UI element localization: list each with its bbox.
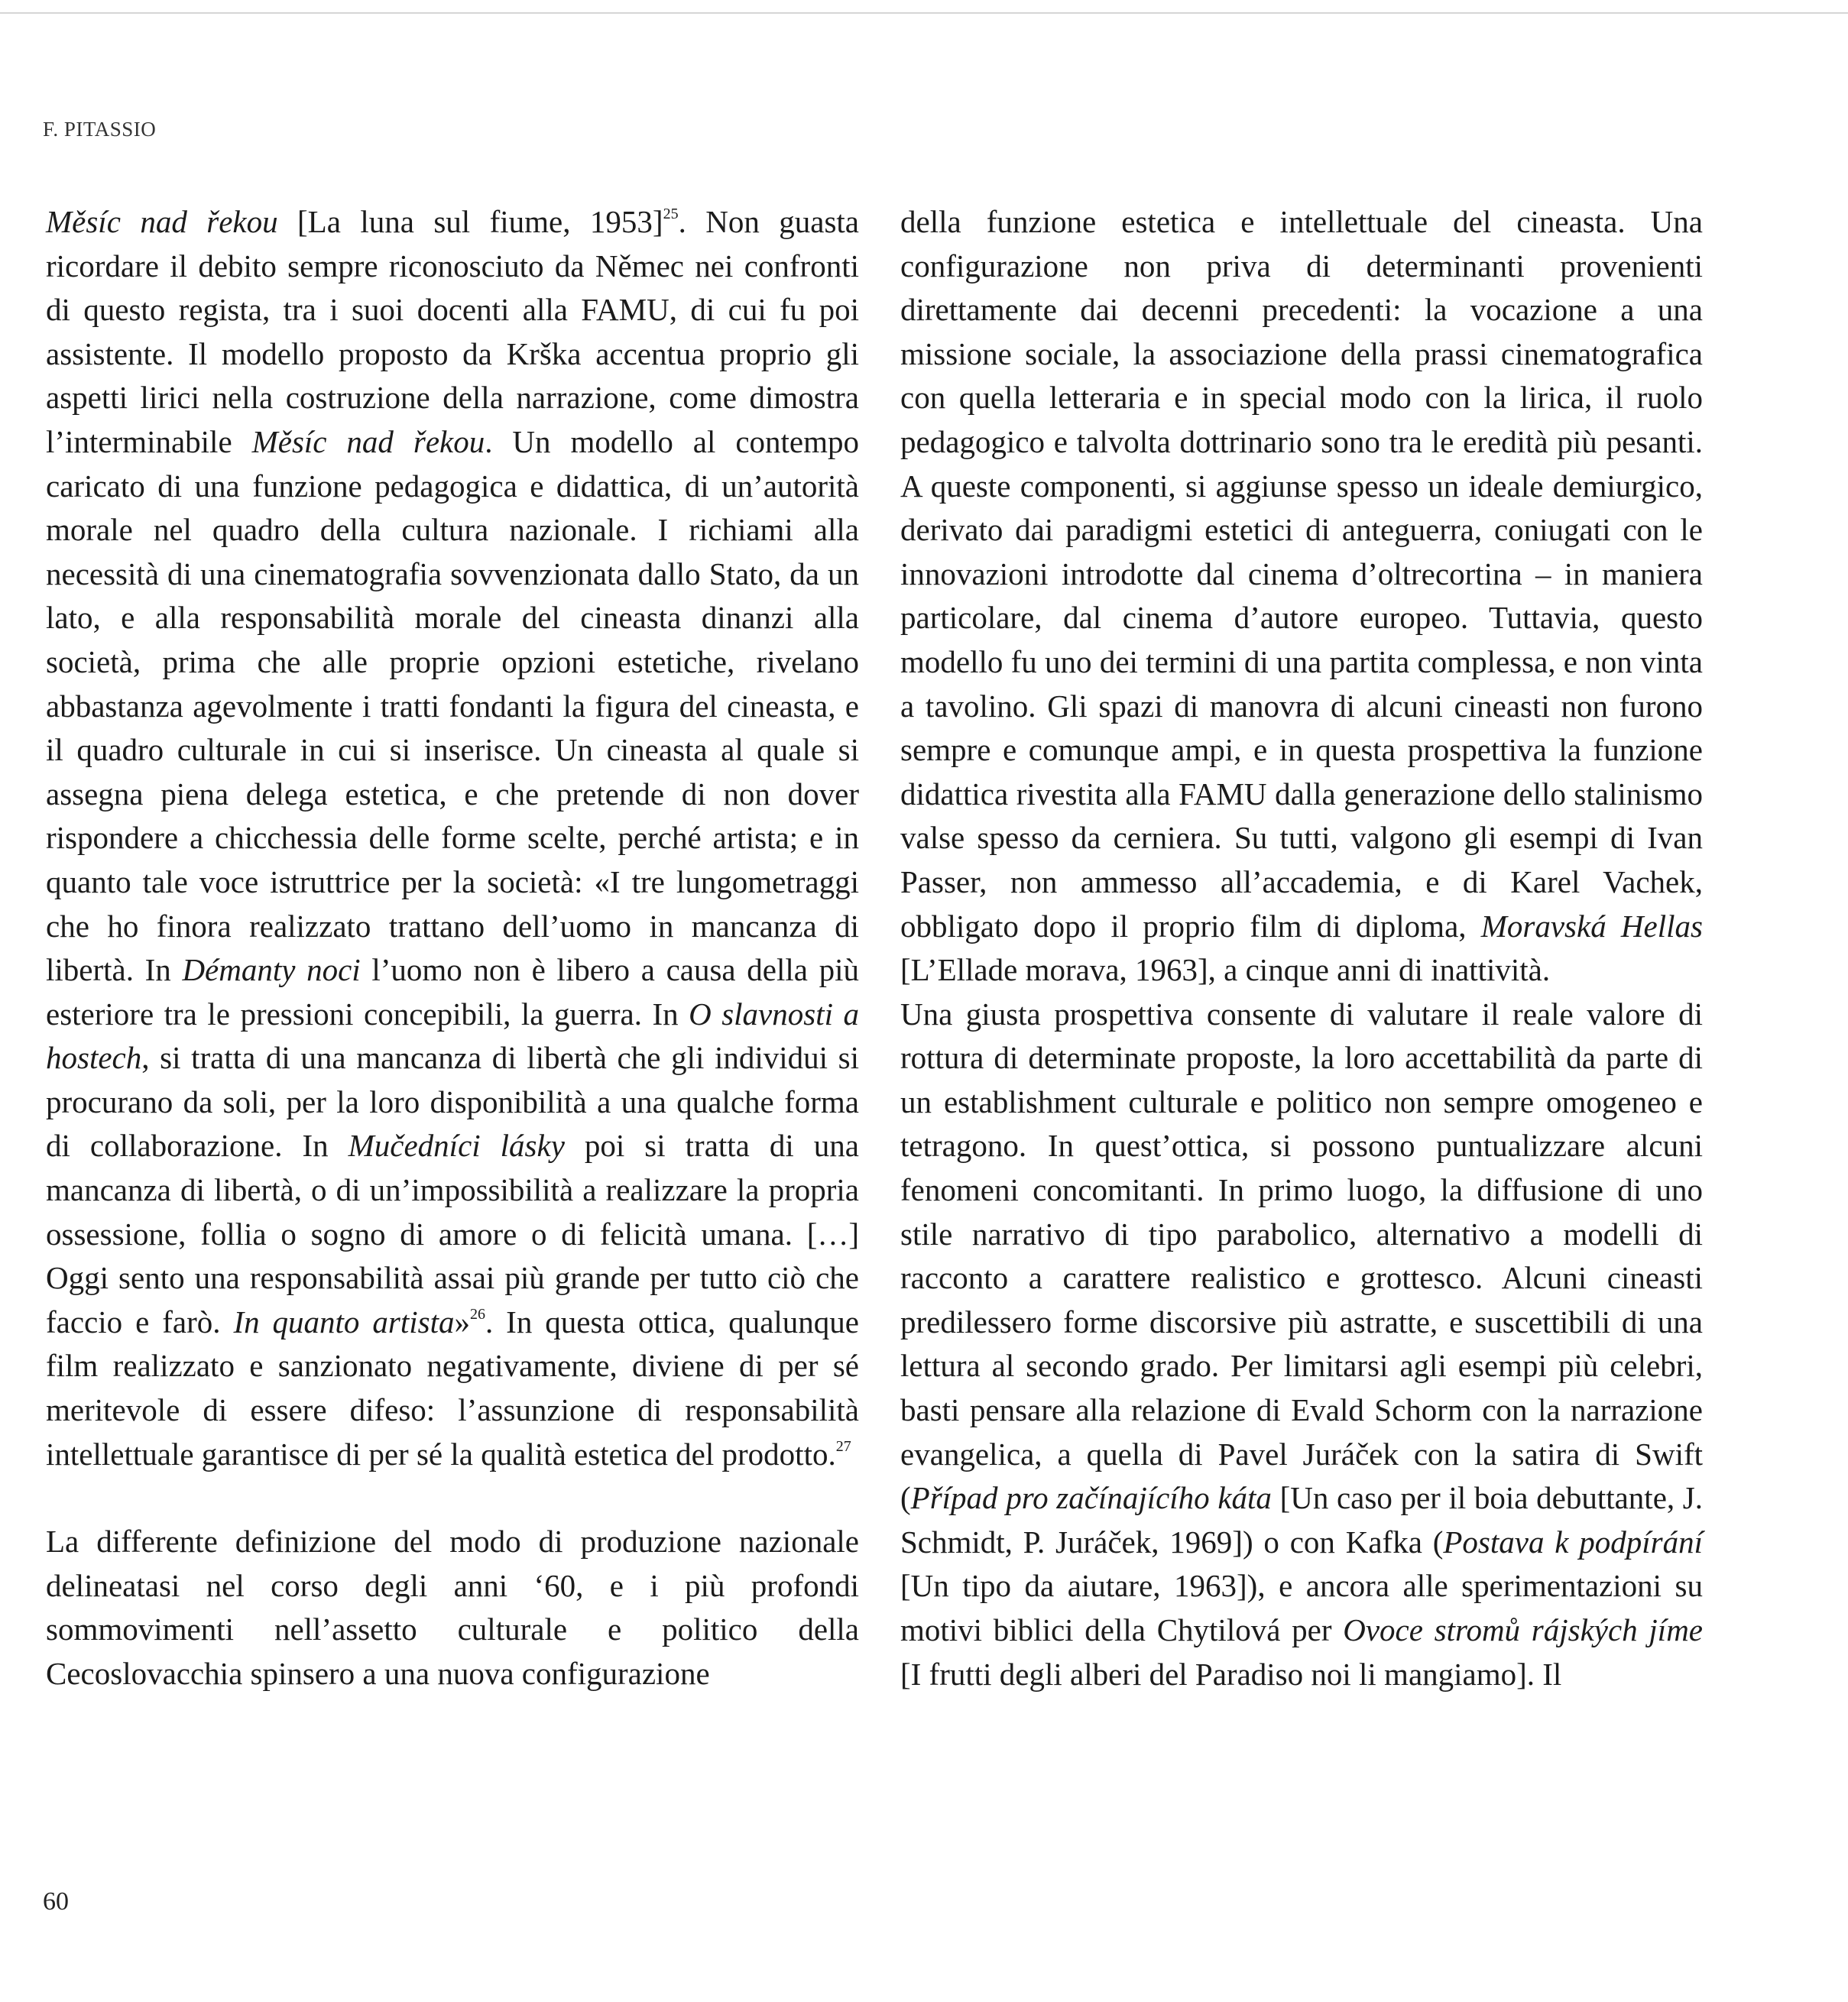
text-run: [La luna sul fiume, 1953] (277, 204, 663, 239)
italic-title: Démanty noci (182, 952, 361, 988)
text-run: Una giusta prospettiva consente di valutare il reale valore di rottura di determinate proposte, la loro accettabilità da parte di un establishment culturale e politico non sempre omogeneo e tetragono. In quest’ottica, si possono puntualizzare alcuni fenomeni concomitanti. In primo luogo, la diffusione di uno stile narrativo di tipo parabolico, alternativo a modelli di racconto a carattere realistico e grottesco. Alcuni cineasti predilessero forme discorsive più astratte, e suscettibili di una lettura al secondo grado. Per limitarsi agli esempi più celebri, basti pensare alla relazione di Evald Schorm con la narrazione evangelica, a quella di Pavel Juráček con la satira di Swift ( (900, 996, 1703, 1516)
italic-title: In quanto artista (233, 1304, 455, 1340)
text-run: . Un modello al contempo caricato di una funzione pedagogica e didattica, di un’autorità morale nel quadro della cultura nazionale. I richiami alla necessità di una cinematografia sovvenzionata dallo Stato, da un lato, e alla responsabilità morale del cineasta dinanzi alla società, prima che alle proprie opzioni estetiche, rivelano abbastanza agevolmente i tratti fondanti la figura del cineasta, e il quadro culturale in cui si inserisce. Un cineasta al quale si assegna piena delega estetica, e che pretende di non dover rispondere a chicchessia delle forme scelte, perché artista; e in quanto tale voce istruttrice per la società: «I tre lungometraggi che ho finora realizzato trattano dell’uomo in mancanza di libertà. In (46, 423, 860, 988)
text-run: , si tratta di una mancanza di libertà che gli individui si procurano da soli, per la loro disponibilità a una qualche forma di collaborazione. In (46, 1040, 859, 1164)
left-paragraph-2 (46, 1520, 859, 1696)
italic-title: Ovoce stromů rájských jíme (1343, 1612, 1704, 1647)
footnote-ref: 27 (835, 1437, 851, 1455)
italic-title: Případ pro začínajícího káta (910, 1480, 1272, 1516)
text-run: . Non guasta ricordare il debito sempre riconosciuto da Němec nei confronti di questo regista, tra i suoi docenti alla FAMU, di cui fu poi assistente. Il modello proposto da Krška accentua proprio gli aspetti lirici nella costruzione della narrazione, come dimostra l’interminabile (46, 204, 860, 459)
text-run: [Un tipo da aiutare, 1963]), e ancora alle sperimentazioni su motivi biblici della Chytilová per (900, 1568, 1703, 1647)
page-number: 60 (43, 1887, 69, 1916)
running-head: F. PITASSIO (43, 118, 157, 141)
italic-title: Postava k podpírání (1443, 1524, 1703, 1560)
left-paragraph-1 (46, 200, 859, 1476)
italic-title: O slavnosti a hostech (46, 996, 859, 1076)
paragraph-gap (46, 1476, 859, 1520)
left-column (46, 200, 859, 1696)
italic-title: Měsíc nad řekou (251, 423, 485, 459)
text-run: » (454, 1304, 470, 1340)
top-rule (0, 12, 1848, 14)
text-run: poi si tratta di una mancanza di libertà, o di un’impossibilità a realizzare la propria ossessione, follia o sogno di amore o di felicità umana. […] Oggi sento una responsabilità assai più grande per tutto ciò che faccio e farò. (46, 1128, 859, 1340)
text-run: La differente definizione del modo di produzione nazionale delineatasi nel corso degli anni ‘60, e i più profondi sommovimenti nell’assetto culturale e politico della Cecoslovacchia spinsero a una nuova configurazione (46, 1524, 859, 1691)
text-run: . In questa ottica, qualunque film realizzato e sanzionato negativamente, diviene di per sé meritevole di essere difeso: l’assunzione di responsabilità intellettuale garantisce di per sé la qualità estetica del prodotto. (46, 1304, 859, 1472)
footnote-ref: 25 (663, 206, 679, 222)
text-run: l’uomo non è libero a causa della più esteriore tra le pressioni concepibili, la guerra. In (46, 952, 859, 1032)
italic-title: Mučedníci lásky (348, 1128, 565, 1164)
right-paragraph-1 (900, 200, 1703, 993)
text-run: [I frutti degli alberi del Paradiso noi li mangiamo]. Il (900, 1656, 1562, 1692)
footnote-ref: 26 (469, 1305, 485, 1323)
text-run: della funzione estetica e intellettuale del cineasta. Una configurazione non priva di determinanti provenienti direttamente dai decenni precedenti: la vocazione a una missione sociale, la associazione della prassi cinematografica con quella letteraria e in special modo con la lirica, il ruolo pedagogico e talvolta dottrinario sono tra le eredità più pesanti. A queste componenti, si aggiunse spesso un ideale demiurgico, derivato dai paradigmi estetici di anteguerra, coniugati con le innovazioni introdotte dal cinema d’oltrecortina – in maniera particolare, dal cinema d’autore europeo. Tuttavia, questo modello fu uno dei termini di una partita complessa, e non vinta a tavolino. Gli spazi di manovra di alcuni cineasti non furono sempre e comunque ampi, e in questa prospettiva la funzione didattica rivestita alla FAMU dalla generazione dello stalinismo valse spesso da cerniera. Su tutti, valgono gli esempi di Ivan Passer, non ammesso all’accademia, e di Karel Vachek, obbligato dopo il proprio film di diploma, (900, 204, 1703, 944)
italic-title: Měsíc nad řekou (46, 204, 278, 239)
text-run: [Un caso per il boia debuttante, J. Schmidt, P. Juráček, 1969]) o con Kafka ( (900, 1480, 1703, 1560)
right-paragraph-2 (900, 993, 1703, 1697)
text-run: [L’Ellade morava, 1963], a cinque anni di inattività. (900, 952, 1551, 988)
italic-title: Moravská Hellas (1480, 908, 1703, 944)
right-column (900, 200, 1703, 1696)
